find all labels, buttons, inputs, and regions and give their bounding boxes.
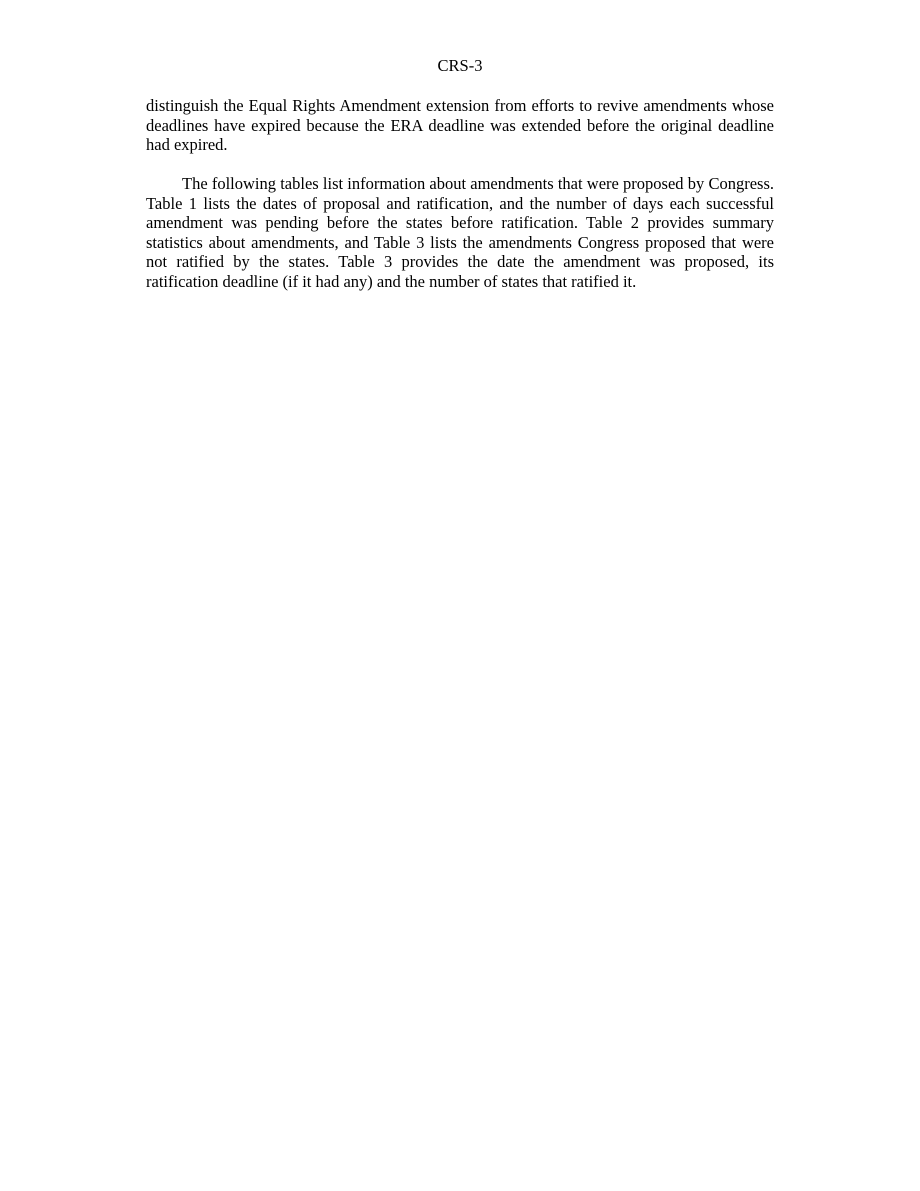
page-number-header: CRS-3 [437, 56, 483, 75]
paragraph-continuation: distinguish the Equal Rights Amendment extension from efforts to revive amendments whose deadlines have expired because the ERA deadline was extended before the original deadline had expired. [146, 96, 774, 154]
body-text [146, 96, 774, 311]
paragraph-tables-intro: The following tables list information about amendments that were proposed by Congress. Table 1 lists the dates of proposal and ratification, and the number of days each successful amendment was pending before the states before ratification. Table 2 provides summary statistics about amendments, and Table 3 lists the amendments Congress proposed that were not ratified by the states. Table 3 provides the date the amendment was proposed, its ratification deadline (if it had any) and the number of states that ratified it. [146, 174, 774, 291]
